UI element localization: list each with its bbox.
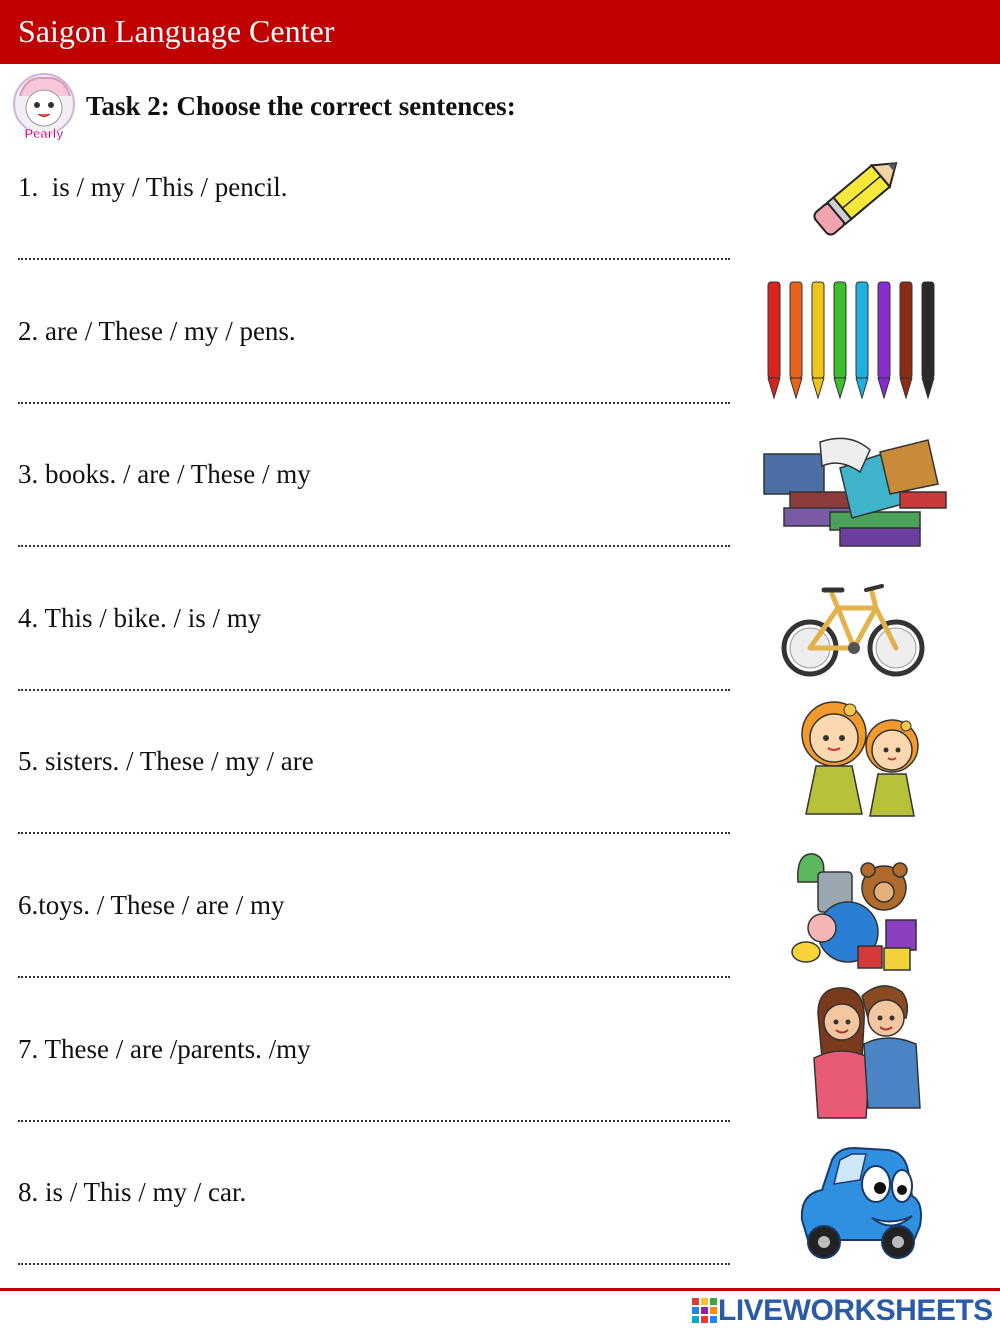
question-item-6 [18,890,758,1034]
answer-input-6[interactable] [18,952,730,982]
question-number: 3. [18,459,39,489]
answer-input-2[interactable] [18,378,730,408]
parents-icon [804,978,928,1124]
question-prompt [18,1177,246,1208]
question-words: These / are /parents. /my [38,1034,311,1064]
pearly-logo-icon [6,70,82,146]
question-prompt [18,603,261,634]
header-bar [0,0,1000,64]
question-words: are / These / my / pens. [38,316,296,346]
pencil-icon [800,142,914,250]
question-prompt [18,316,296,347]
task-title: Task 2: Choose the correct sentences: [86,91,516,121]
question-item-8 [18,1177,758,1321]
liveworksheets-logo[interactable] [692,1294,993,1328]
question-number: 7. [18,1034,39,1064]
question-words: is / my / This / pencil. [38,172,288,202]
question-item-1 [18,172,758,316]
question-words: This / bike. / is / my [38,603,262,633]
question-number: 5. [18,746,39,776]
pens-icon [762,278,942,404]
question-item-5 [18,746,758,890]
question-number: 2. [18,316,39,346]
question-number: 4. [18,603,39,633]
question-prompt [18,746,314,777]
question-prompt [18,890,284,921]
liveworksheets-grid-icon [692,1298,718,1324]
question-item-4 [18,603,758,747]
answer-input-3[interactable] [18,521,730,551]
answer-input-4[interactable] [18,665,730,695]
sisters-icon [790,694,928,824]
bike-icon [780,578,926,682]
answer-input-5[interactable] [18,808,730,838]
question-item-3 [18,459,758,603]
books-icon [760,432,952,554]
answer-input-7[interactable] [18,1096,730,1126]
header-title: Saigon Language Center [18,13,335,49]
question-number: 8. [18,1177,39,1207]
question-words: books. / are / These / my [38,459,311,489]
question-prompt [18,459,311,490]
question-prompt [18,1034,311,1065]
question-number: 6. [18,890,39,920]
answer-input-8[interactable] [18,1239,730,1269]
question-words: sisters. / These / my / are [38,746,314,776]
question-item-7 [18,1034,758,1178]
question-words: is / This / my / car. [38,1177,247,1207]
answer-input-1[interactable] [18,234,730,264]
question-number: 1. [18,172,39,202]
question-words: toys. / These / are / my [38,890,285,920]
toys-icon [788,842,924,972]
question-prompt [18,172,288,203]
question-item-2 [18,316,758,460]
car-icon [792,1140,926,1266]
logo-text: Pearly [24,126,64,141]
liveworksheets-brand: LIVEWORKSHEETS [718,1294,993,1327]
footer-divider [0,1288,1000,1291]
